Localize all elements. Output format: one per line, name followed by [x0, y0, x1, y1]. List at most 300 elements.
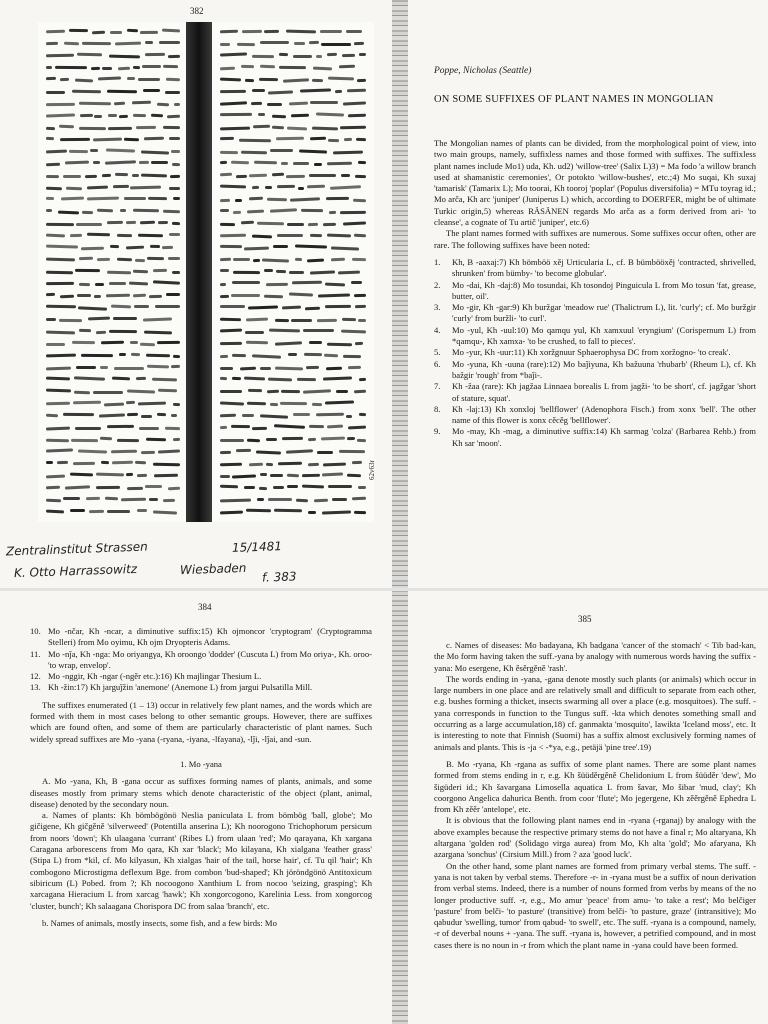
manuscript-stroke [357, 79, 366, 82]
manuscript-stroke [359, 378, 366, 381]
manuscript-stroke [107, 424, 134, 427]
manuscript-stroke [274, 509, 302, 513]
manuscript-stroke [220, 439, 244, 442]
manuscript-stroke [220, 463, 242, 466]
manuscript-stroke [105, 148, 134, 152]
manuscript-stroke [133, 305, 148, 308]
manuscript-stroke [61, 196, 84, 200]
para-a: a. Names of plants: Kh bömbögönö Neslia paniculata L from bömbög 'ball, globe'; Mo gičigene, Kh gičgěně 'silverweed' (Potentilla anserina L); Kh noorogono Trichophorum persicum from noors 'down'; Kh ulaagana 'currant' (Ribes L) from ulaan 'red'; Mo qarayana, Kh xargana Caragana arborescens from Mo qara, Kh xar 'black'; Mo kilayana, Kh xialgana 'feather grass' (Stipa L) from *kil, cf. Mo kilyasun, Kh xialgas 'hair of the tail, horse hair', cf. Tu qil 'hair'; Kh combogono Microstigma deflexum Bge. from combon 'bud-shaped'; Kh jöröndgönö Antitoxicum sibiricum (L) Pobed. from ?; Kh nocoogono Xanthium L from nocoo 'seizing, grasping'; Kh xarcagana Hieracium L from xarcag 'hawk'; Kh xongorcogono, Karelinia Less. from xongorcog 'cluster, bunch'; Kh salaagana Chorispora DC from salaa 'branch', etc. [30, 810, 372, 911]
manuscript-stroke [249, 462, 263, 466]
manuscript-stroke [259, 78, 278, 81]
manuscript-stroke [276, 136, 304, 140]
manuscript-stroke [336, 390, 348, 393]
manuscript-stroke [117, 439, 139, 442]
manuscript-stroke [46, 271, 73, 275]
manuscript-stroke [46, 354, 76, 358]
manuscript-stroke [245, 331, 264, 334]
manuscript-stroke [145, 52, 165, 55]
manuscript-stroke [340, 210, 366, 213]
manuscript-stroke [237, 43, 255, 46]
manuscript-stroke [242, 414, 254, 417]
list-item-text: Mo -dai, Kh -daj:8) Mo tosundai, Kh tosondoj Pinguicula L from Mo tosun 'fat, grease, butter, oil'. [452, 279, 756, 301]
manuscript-stroke [74, 376, 105, 380]
manuscript-stroke [252, 427, 267, 430]
manuscript-stroke [81, 354, 113, 357]
manuscript-stroke [308, 223, 318, 226]
handwritten-note-2c: f. 383 [261, 569, 297, 585]
manuscript-stroke [78, 449, 107, 453]
manuscript-stroke [126, 221, 136, 224]
manuscript-stroke [307, 184, 325, 188]
list-item [30, 626, 372, 649]
manuscript-stroke [104, 403, 124, 407]
manuscript-stroke [289, 293, 313, 297]
manuscript-stroke [71, 439, 98, 442]
manuscript-stroke [112, 461, 133, 465]
manuscript-stroke [267, 103, 282, 106]
manuscript-stroke [328, 139, 339, 142]
manuscript-stroke [96, 331, 106, 334]
list-item-number: 7. [434, 381, 441, 392]
manuscript-stroke [326, 196, 349, 199]
manuscript-stroke [60, 295, 74, 299]
manuscript-stroke [46, 388, 71, 392]
manuscript-stroke [220, 151, 238, 154]
list-item-text: Kh -žaa (rare): Kh jagžaa Linnaea borealis L from jagži- 'to be short', cf. jagžgar 'short of stature, squat'. [452, 381, 756, 403]
manuscript-stroke [287, 127, 307, 131]
manuscript-stroke [309, 425, 324, 428]
manuscript-stroke [59, 319, 82, 322]
manuscript-stroke [343, 355, 361, 358]
manuscript-stroke [98, 77, 121, 81]
manuscript-stroke [96, 486, 120, 489]
manuscript-stroke [136, 377, 146, 380]
manuscript-stroke [90, 149, 98, 152]
manuscript-stroke [141, 451, 155, 454]
manuscript-stroke [46, 499, 61, 503]
page-number: 384 [198, 602, 212, 612]
manuscript-stroke [244, 246, 269, 250]
manuscript-stroke [312, 67, 331, 71]
manuscript-stroke [87, 233, 110, 237]
manuscript-stroke [168, 487, 180, 491]
manuscript-stroke [163, 126, 180, 129]
manuscript-stroke [151, 161, 168, 164]
list-item-number: 3. [434, 302, 441, 313]
manuscript-stroke [220, 223, 235, 226]
list-item-text: Mo -nčar, Kh -ncar, a diminutive suffix:15) Kh ojmoncor 'cryptogram' (Cryptogramma Stelleri) from Mo oyimu, Kh ojm Dryopteris Adams. [48, 626, 372, 648]
manuscript-stroke [79, 102, 111, 106]
manuscript-stroke [46, 509, 64, 513]
manuscript-stroke [46, 30, 65, 34]
manuscript-stroke [173, 197, 180, 200]
manuscript-stroke [268, 91, 293, 95]
para-c: c. Names of diseases: Mo badayana, Kh badgana 'cancer of the stomach' < Tib bad-kan, the Mo form having taken the suff.-yana by analogy with numerous words having the suffix -yana: Mo esergene, Kh ěsěrgěně 'rash'. [434, 640, 756, 673]
para-B: B. Mo -ryana, Kh -rgana as suffix of some plant names. There are some plant names formed from stems ending in r, e.g. Kh šüüděrgěně Chelidonium L from šüüděr 'dew', Mo šigüderi id.; Kh šavargana Limosella aquatica L from šavar, Mo šibar 'mud, clay'; Kh coorgono Angelica dahurica Benth. from coor 'flute'; Mo jegergene, Kh zěěrgěně Ephedra L from Kh zěěr 'antelope', etc. [434, 758, 756, 815]
manuscript-stroke [105, 160, 136, 164]
manuscript-stroke [260, 64, 275, 68]
manuscript-stroke [77, 53, 102, 57]
manuscript-stroke [154, 474, 178, 477]
manuscript-stroke [140, 342, 155, 346]
page-385 [412, 592, 768, 1024]
manuscript-stroke [46, 91, 65, 94]
manuscript-stroke [293, 413, 310, 416]
handwritten-note-1a: Zentralinstitut Strassen [5, 539, 148, 559]
manuscript-stroke [303, 389, 332, 393]
manuscript-stroke [75, 269, 100, 272]
manuscript-stroke [126, 246, 144, 250]
manuscript-stroke [171, 150, 180, 153]
manuscript-stroke [171, 414, 177, 417]
manuscript-stroke [97, 209, 113, 213]
manuscript-stroke [118, 67, 130, 71]
manuscript-stroke [246, 509, 271, 513]
manuscript-stroke [266, 462, 273, 465]
list-item [30, 649, 372, 672]
manuscript-stroke [353, 199, 366, 203]
manuscript-stroke [46, 475, 65, 479]
manuscript-stroke [144, 136, 164, 140]
manuscript-stroke [155, 304, 180, 307]
manuscript-stroke [85, 175, 97, 178]
manuscript-stroke [342, 54, 355, 57]
manuscript-stroke [64, 41, 79, 45]
manuscript-stroke [149, 295, 162, 298]
manuscript-stroke [301, 209, 323, 212]
manuscript-stroke [94, 115, 102, 118]
manuscript-stroke [87, 185, 108, 189]
manuscript-stroke [146, 353, 170, 357]
manuscript-stroke [346, 89, 366, 93]
manuscript-stroke [289, 271, 304, 274]
manuscript-stroke [258, 113, 265, 116]
manuscript-stroke [163, 499, 175, 502]
manuscript-stroke [100, 366, 108, 369]
manuscript-stroke [46, 414, 59, 418]
manuscript-stroke [220, 102, 248, 106]
manuscript-stroke [169, 187, 180, 190]
manuscript-stroke [146, 438, 166, 441]
manuscript-stroke [46, 427, 71, 431]
manuscript-stroke [82, 42, 111, 45]
manuscript-stroke [356, 138, 366, 141]
manuscript-stroke [341, 174, 350, 177]
list-item-number: 9. [434, 426, 441, 437]
manuscript-stroke [231, 294, 260, 297]
manuscript-stroke [46, 258, 75, 262]
manuscript-stroke [168, 54, 180, 57]
page-383 [412, 0, 768, 588]
manuscript-stroke [46, 175, 59, 178]
body-383 [434, 138, 756, 449]
manuscript-stroke [79, 126, 106, 129]
manuscript-stroke [327, 53, 337, 56]
list-item [434, 381, 756, 404]
manuscript-stroke [132, 174, 139, 177]
manuscript-stroke [87, 196, 119, 200]
manuscript-stroke [328, 485, 352, 488]
manuscript-stroke [93, 161, 100, 164]
manuscript-stroke [58, 210, 79, 214]
manuscript-stroke [66, 187, 82, 190]
manuscript-stroke [352, 497, 366, 501]
manuscript-stroke [339, 65, 355, 69]
manuscript-stroke [152, 378, 177, 382]
manuscript-stroke [157, 413, 167, 416]
manuscript-stroke [153, 280, 180, 284]
list-item [434, 347, 756, 358]
manuscript-stroke [293, 161, 309, 164]
manuscript-stroke [316, 55, 323, 58]
manuscript-stroke [233, 271, 260, 274]
page-number: 382 [190, 6, 204, 16]
manuscript-stroke [273, 486, 284, 489]
manuscript-stroke [172, 162, 180, 165]
manuscript-stroke [143, 317, 172, 321]
manuscript-stroke [359, 412, 366, 415]
manuscript-stroke [270, 149, 293, 152]
manuscript-stroke [135, 461, 146, 464]
manuscript-stroke [279, 65, 306, 68]
manuscript-stroke [355, 175, 366, 178]
manuscript-stroke [60, 138, 90, 141]
manuscript-stroke [343, 221, 366, 225]
manuscript-stroke [339, 450, 365, 453]
manuscript-stroke [251, 102, 262, 105]
manuscript-stroke [295, 258, 303, 261]
manuscript-stroke [73, 462, 95, 465]
manuscript-stroke [127, 28, 138, 32]
manuscript-stroke [74, 391, 90, 395]
manuscript-stroke [46, 102, 75, 105]
manuscript-stroke [102, 67, 112, 70]
manuscript-stroke [76, 223, 102, 226]
manuscript-stroke [220, 402, 244, 406]
manuscript-stroke [277, 184, 295, 187]
manuscript-stroke [278, 461, 302, 465]
manuscript-stroke [65, 485, 90, 489]
manuscript-stroke [88, 316, 110, 320]
manuscript-stroke [327, 161, 352, 165]
manuscript-stroke [220, 78, 241, 82]
manuscript-stroke [153, 269, 167, 272]
list-item-number: 13. [30, 682, 41, 693]
manuscript-stroke [46, 54, 74, 58]
manuscript-stroke [220, 29, 238, 33]
manuscript-stroke [220, 185, 246, 189]
manuscript-stroke [46, 126, 56, 129]
manuscript-stroke [220, 367, 233, 370]
manuscript-stroke [328, 77, 354, 81]
manuscript-stroke [119, 352, 126, 355]
manuscript-stroke [309, 41, 319, 44]
manuscript-stroke [241, 221, 254, 225]
manuscript-stroke [172, 222, 180, 225]
manuscript-stroke [135, 259, 145, 262]
manuscript-stroke [352, 258, 366, 261]
manuscript-stroke [299, 149, 327, 153]
manuscript-spine [186, 22, 212, 522]
para-obvious: It is obvious that the following plant names end in -ryana (-rganaj) by analogy with the above examples because the respective primary stems do not have a final r; Mo altaryana, Kh altargana 'golden rod' (Solidago virga aurea) from Mo, Kh alta 'gold'; Mo afaryana, Kh azargana 'sonchus' (Cirsium Mill.) from ? aza 'good luck'. [434, 815, 756, 860]
manuscript-stroke [321, 437, 345, 441]
list-item-text: Mo -may, Kh -mag, a diminutive suffix:14) Kh sarmag 'colza' (Barbarea Rehb.) from Kh sar 'moon'. [452, 426, 756, 448]
manuscript-stroke [46, 292, 55, 295]
manuscript-stroke [97, 258, 110, 261]
manuscript-stroke [309, 341, 322, 344]
manuscript-stroke [107, 509, 130, 512]
para2: The plant names formed with suffixes are numerous. Some suffixes occur often, other are rare. The following suffixes have been noted: [434, 228, 756, 250]
manuscript-stroke [335, 90, 342, 93]
manuscript-stroke [270, 473, 283, 476]
manuscript-stroke [323, 462, 346, 466]
manuscript-stroke [331, 257, 345, 261]
manuscript-stroke [153, 510, 177, 514]
manuscript-stroke [286, 30, 316, 34]
manuscript-stroke [253, 259, 260, 262]
manuscript-stroke [72, 89, 101, 93]
manuscript-stroke [46, 76, 56, 79]
manuscript-stroke [325, 282, 345, 286]
manuscript-stroke [354, 390, 366, 394]
manuscript-stroke [46, 187, 62, 191]
manuscript-stroke [293, 55, 312, 58]
manuscript-stroke [306, 366, 319, 369]
manuscript-stroke [46, 66, 52, 69]
manuscript-stroke [173, 438, 181, 441]
manuscript-stroke [126, 486, 142, 489]
manuscript-stroke [170, 175, 180, 178]
manuscript-stroke [266, 283, 288, 286]
manuscript-stroke [110, 450, 136, 454]
page-number: 385 [578, 614, 592, 624]
manuscript-stroke [309, 174, 336, 177]
manuscript-stroke [308, 462, 320, 466]
manuscript-stroke [127, 389, 155, 393]
list-item [434, 302, 756, 325]
manuscript-stroke [327, 233, 351, 237]
manuscript-stroke [268, 498, 292, 501]
body-385 [434, 640, 756, 951]
manuscript-stroke [331, 246, 359, 250]
manuscript-stroke [166, 293, 180, 296]
manuscript-stroke [89, 510, 104, 513]
manuscript-stroke [347, 437, 355, 440]
manuscript-stroke [343, 102, 366, 106]
para-b: b. Names of animals, mostly insects, some fish, and a few birds: Mo [42, 917, 277, 928]
manuscript-stroke [171, 365, 180, 368]
list-item-text: Mo -nǰa, Kh -nga: Mo oriyangγa, Kh oroongo 'dodder' (Cuscuta L) from Mo oriya-, Kh. oroo- 'to wrap, envelop'. [48, 648, 372, 670]
manuscript-stroke [220, 209, 229, 212]
manuscript-stroke [272, 126, 284, 130]
manuscript-stroke [322, 472, 343, 476]
manuscript-stroke [272, 115, 286, 119]
manuscript-stroke [246, 317, 268, 321]
manuscript-stroke [99, 413, 125, 417]
manuscript-stroke [79, 257, 93, 260]
manuscript-stroke [60, 78, 69, 81]
manuscript-stroke [267, 198, 287, 201]
manuscript-stroke [282, 305, 301, 309]
manuscript-stroke [262, 259, 289, 263]
manuscript-stroke [267, 390, 279, 394]
manuscript-stroke [299, 89, 330, 93]
manuscript-stroke [312, 127, 338, 131]
manuscript-stroke [252, 354, 281, 358]
manuscript-stroke [249, 174, 267, 178]
manuscript-stroke [120, 209, 126, 212]
manuscript-stroke [220, 234, 246, 238]
manuscript-stroke [75, 427, 101, 430]
list-item [30, 671, 372, 682]
manuscript-stroke [252, 186, 259, 189]
manuscript-stroke [220, 161, 227, 164]
manuscript-stroke [322, 510, 351, 514]
manuscript-stroke [323, 223, 336, 226]
manuscript-stroke [57, 461, 68, 464]
manuscript-stroke [220, 89, 246, 92]
list-item [434, 359, 756, 382]
manuscript-stroke [121, 498, 146, 501]
manuscript-stroke [232, 474, 256, 478]
manuscript-stroke [270, 209, 297, 213]
manuscript-stroke [252, 89, 265, 92]
manuscript-stroke [241, 65, 254, 68]
manuscript-stroke [80, 114, 93, 117]
manuscript-stroke [326, 366, 342, 370]
manuscript-stroke [158, 449, 180, 453]
manuscript-stroke [346, 415, 352, 418]
manuscript-stroke [220, 245, 242, 248]
manuscript-stroke [239, 139, 271, 142]
manuscript-stroke [359, 52, 366, 55]
manuscript-stroke [70, 472, 93, 476]
list-item-number: 12. [30, 671, 41, 682]
manuscript-stroke [302, 484, 324, 488]
manuscript-stroke [114, 367, 144, 370]
manuscript-stroke [291, 319, 312, 322]
manuscript-stroke [248, 389, 262, 392]
manuscript-stroke [142, 65, 161, 68]
manuscript-stroke [332, 151, 362, 155]
list-item [434, 325, 756, 348]
manuscript-stroke [63, 175, 81, 178]
manuscript-stroke [78, 306, 107, 310]
manuscript-stroke [286, 175, 305, 178]
manuscript-stroke [220, 67, 235, 71]
manuscript-stroke [130, 341, 138, 344]
manuscript-stroke [264, 269, 273, 272]
para-words: The words ending in -yana, -gana denote mostly such plants (or animals) which occur in large numbers in one place and are relatively small and difficult to separate from each other, e.g. bushes forming a thicket, insects swarming all over a place (e.g. mosquitoes). The suff. -yana corresponds in function to the Tungus suff. -kta which denotes something small and occurring as a large accumulation,18) cf. ganmakta 'mosquito', lawikta 'Iceland moss', etc. It is interesting to note that Finnish (Suomi) has a suffix almost exclusively forming names of animals and plants. This is -ja < -*ya, e.g., petäjä 'pine tree'.19) [434, 673, 756, 752]
list-item-text: Kh -žin:17) Kh jarguǰžin 'anemone' (Anemone L) from jargui Pulsatilla Mill. [48, 682, 313, 693]
manuscript-stroke [124, 197, 146, 200]
manuscript-stroke [93, 391, 123, 394]
manuscript-stroke [46, 114, 75, 118]
manuscript-stroke [353, 42, 363, 45]
manuscript-stroke [145, 484, 163, 487]
manuscript-stroke [220, 426, 228, 429]
manuscript-stroke [107, 271, 131, 275]
manuscript-stroke [330, 186, 361, 191]
manuscript-stroke [46, 42, 58, 45]
suffix-list-1-9 [434, 257, 756, 449]
manuscript-stroke [340, 126, 366, 130]
manuscript-stroke [101, 460, 109, 463]
manuscript-stroke [110, 245, 120, 248]
manuscript-stroke [220, 485, 239, 489]
manuscript-stroke [107, 221, 123, 224]
manuscript-stroke [257, 222, 284, 226]
